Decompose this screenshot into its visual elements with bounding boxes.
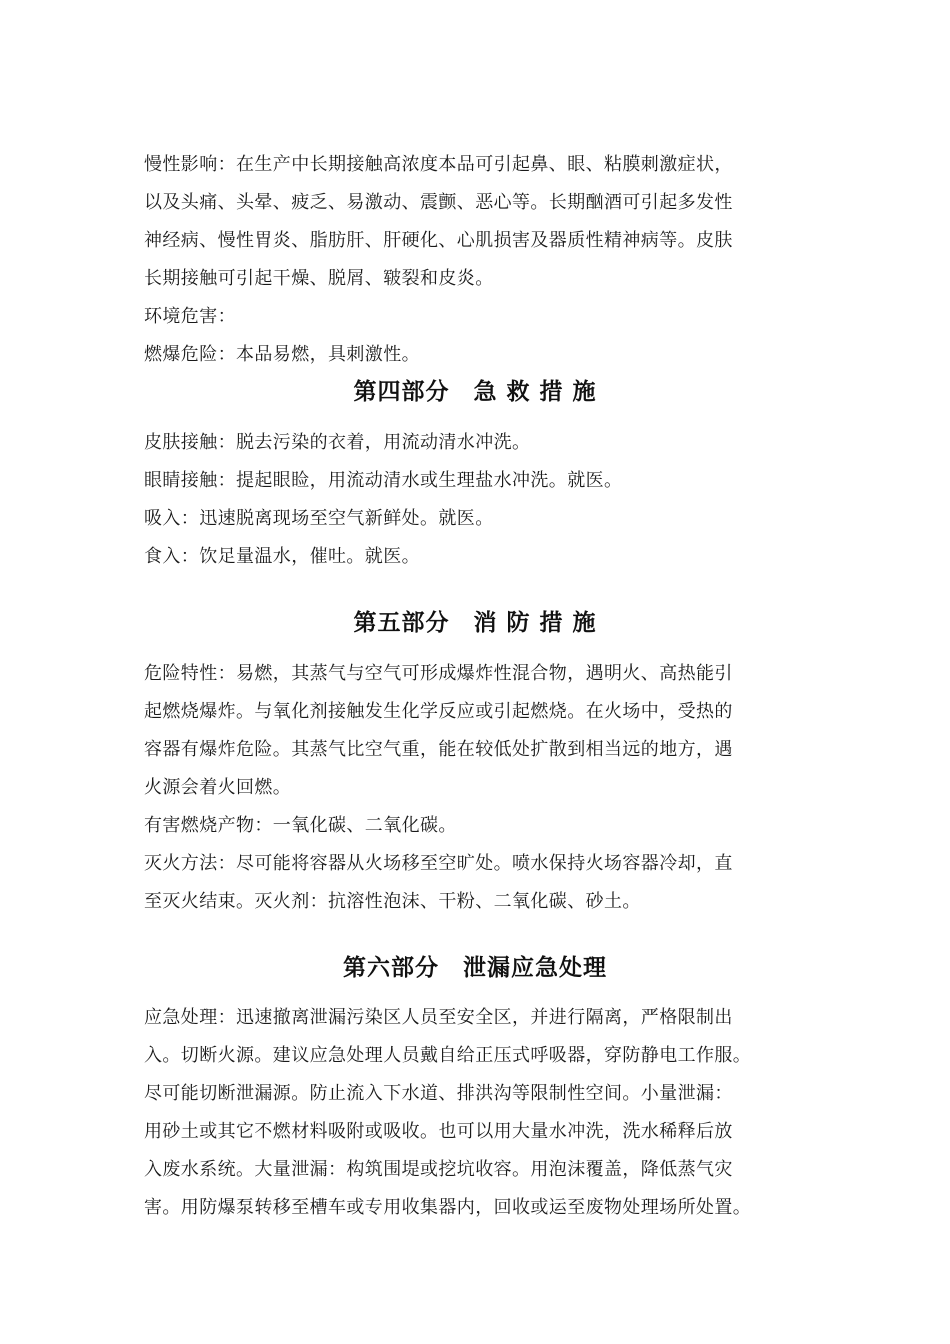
text-line: 长期接触可引起干燥、脱屑、皲裂和皮炎。 <box>144 268 494 289</box>
text-line: 环境危害： <box>144 306 236 327</box>
paragraph-block-health-hazards <box>144 146 809 374</box>
text-line: 用砂土或其它不燃材料吸附或吸收。也可以用大量水冲洗，洗水稀释后放 <box>144 1121 733 1142</box>
text-line: 吸入：迅速脱离现场至空气新鲜处。就医。 <box>144 508 494 529</box>
text-line: 入废水系统。大量泄漏：构筑围堤或挖坑收容。用泡沫覆盖，降低蒸气灾 <box>144 1159 733 1180</box>
text-line: 火源会着火回燃。 <box>144 777 292 798</box>
text-line: 神经病、慢性胃炎、脂肪肝、肝硬化、心肌损害及器质性精神病等。皮肤 <box>144 230 733 251</box>
text-line: 起燃烧爆炸。与氧化剂接触发生化学反应或引起燃烧。在火场中，受热的 <box>144 701 733 722</box>
text-line: 危险特性：易燃，其蒸气与空气可形成爆炸性混合物，遇明火、高热能引 <box>144 663 733 684</box>
text-line: 有害燃烧产物：一氧化碳、二氧化碳。 <box>144 815 457 836</box>
text-line: 应急处理：迅速撤离泄漏污染区人员至安全区，并进行隔离，严格限制出 <box>144 1007 733 1028</box>
text-line: 食入：饮足量温水，催吐。就医。 <box>144 546 420 567</box>
text-line: 以及头痛、头晕、疲乏、易激动、震颤、恶心等。长期酗酒可引起多发性 <box>144 192 733 213</box>
text-line: 慢性影响：在生产中长期接触高浓度本品可引起鼻、眼、粘膜刺激症状， <box>144 154 733 175</box>
paragraph-block-fire-fighting <box>144 655 809 921</box>
text-line: 至灭火结束。灭火剂：抗溶性泡沫、干粉、二氧化碳、砂土。 <box>144 891 641 912</box>
text-line: 皮肤接触：脱去污染的衣着，用流动清水冲洗。 <box>144 432 531 453</box>
text-line: 尽可能切断泄漏源。防止流入下水道、排洪沟等限制性空间。小量泄漏： <box>144 1083 733 1104</box>
text-line: 容器有爆炸危险。其蒸气比空气重，能在较低处扩散到相当远的地方，遇 <box>144 739 733 760</box>
text-line: 燃爆危险：本品易燃，具刺激性。 <box>144 344 420 365</box>
text-line: 灭火方法：尽可能将容器从火场移至空旷处。喷水保持火场容器冷却，直 <box>144 853 733 874</box>
section-heading-fire-fighting: 第五部分 消 防 措 施 <box>353 610 597 636</box>
text-line: 入。切断火源。建议应急处理人员戴自给正压式呼吸器，穿防静电工作服。 <box>144 1045 752 1066</box>
paragraph-block-first-aid <box>144 424 809 576</box>
text-line: 眼睛接触：提起眼睑，用流动清水或生理盐水冲洗。就医。 <box>144 470 623 491</box>
section-heading-leak-response: 第六部分 泄漏应急处理 <box>343 955 607 981</box>
paragraph-block-leak-response <box>144 999 809 1227</box>
section-heading-first-aid: 第四部分 急 救 措 施 <box>353 379 597 405</box>
text-line: 害。用防爆泵转移至槽车或专用收集器内，回收或运至废物处理场所处置。 <box>144 1197 752 1218</box>
